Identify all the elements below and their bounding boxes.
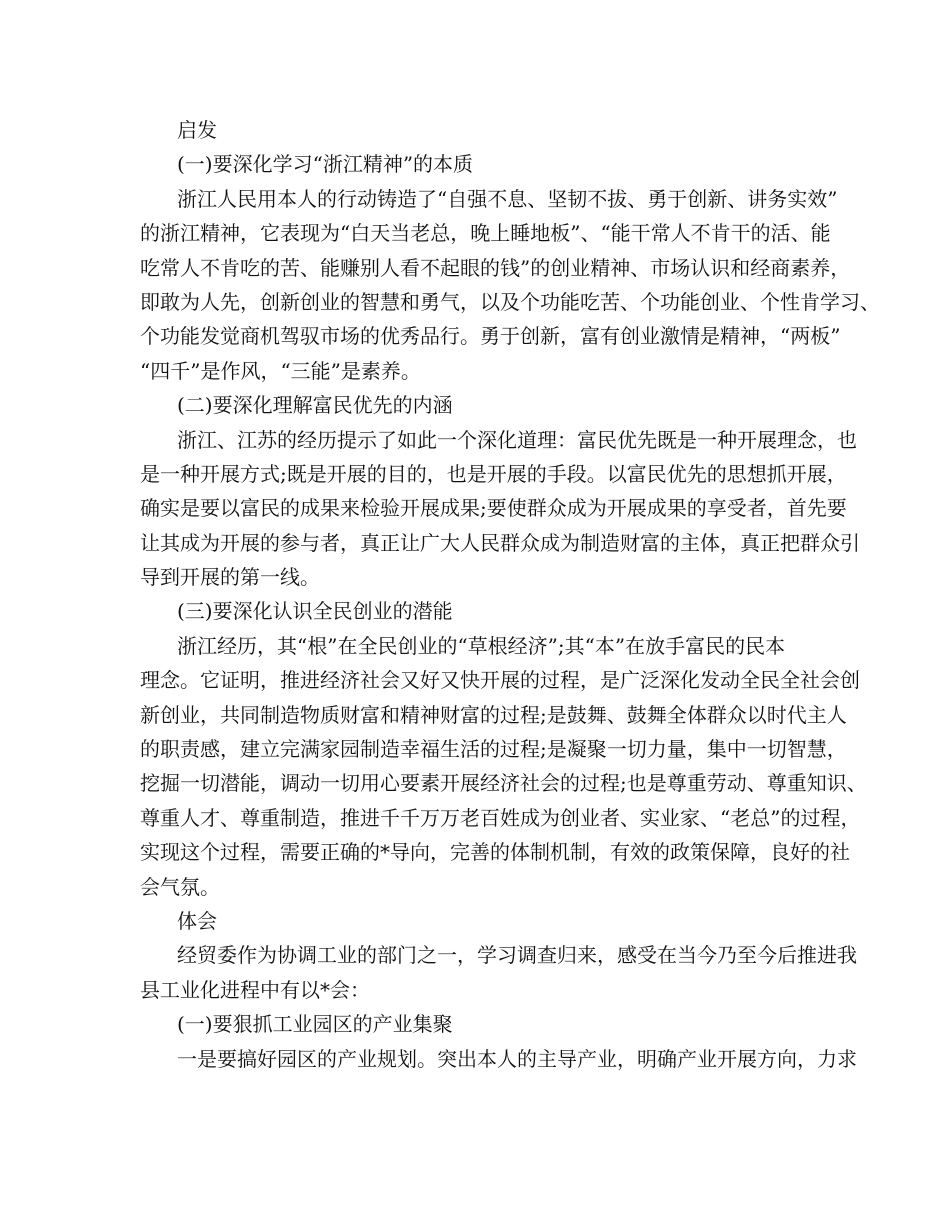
paragraph-line: 浙江经历，其“根”在全民创业的“草根经济”;其“本”在放手富民的民本: [177, 633, 786, 658]
paragraph-line: 导到开展的第一线。: [140, 565, 320, 590]
document-body: [140, 113, 880, 1076]
heading-tihui: 体会: [177, 908, 217, 933]
subheading-1: (一)要深化学习“浙江精神”的本质: [177, 152, 474, 177]
subheading-2: (二)要深化理解富民优先的内涵: [177, 393, 453, 418]
paragraph-line: 浙江、江苏的经历提示了如此一个深化道理：富民优先既是一种开展理念，也: [177, 427, 857, 452]
paragraph-line: 一是要搞好园区的产业规划。突出本人的主导产业，明确产业开展方向，力求: [177, 1046, 857, 1071]
paragraph-line: 县工业化进程中有以*会：: [140, 977, 370, 1002]
paragraph-line: 新创业，共同制造物质财富和精神财富的过程;是鼓舞、鼓舞全体群众以时代主人: [140, 702, 847, 727]
paragraph-line: 会气氛。: [140, 874, 220, 899]
paragraph-line: 实现这个过程，需要正确的*导向，完善的体制机制，有效的政策保障，良好的社: [140, 840, 850, 865]
paragraph-line: 即敢为人先，创新创业的智慧和勇气，以及个功能吃苦、个功能创业、个性肯学习、: [140, 289, 880, 314]
paragraph-line: 挖掘一切潜能，调动一切用心要素开展经济社会的过程;也是尊重劳动、尊重知识、: [140, 771, 867, 796]
paragraph-line: 的浙江精神，它表现为“白天当老总，晚上睡地板”、“能干常人不肯干的活、能: [140, 221, 831, 246]
paragraph-line: 经贸委作为协调工业的部门之一，学习调查归来，感受在当今乃至今后推进我: [177, 943, 857, 968]
paragraph-line: 个功能发觉商机驾驭市场的优秀品行。勇于创新，富有创业激情是精神，“两板”: [140, 324, 841, 349]
paragraph-line: 理念。它证明，推进经济社会又好又快开展的过程，是广泛深化发动全民全社会创: [140, 668, 860, 693]
paragraph-line: 让其成为开展的参与者，真正让广大人民群众成为制造财富的主体，真正把群众引: [140, 530, 860, 555]
subheading-4: (一)要狠抓工业园区的产业集聚: [177, 1012, 453, 1037]
subheading-3: (三)要深化认识全民创业的潜能: [177, 599, 453, 624]
paragraph-line: 尊重人才、尊重制造，推进千千万万老百姓成为创业者、实业家、“老总”的过程，: [140, 805, 861, 830]
paragraph-line: 吃常人不肯吃的苦、能赚别人看不起眼的钱”的创业精神、市场认识和经商素养，: [140, 255, 851, 280]
paragraph-line: 是一种开展方式;既是开展的目的，也是开展的手段。以富民优先的思想抓开展，: [140, 461, 847, 486]
paragraph-line: 确实是要以富民的成果来检验开展成果;要使群众成为开展成果的享受者，首先要: [140, 496, 847, 521]
paragraph-line: “四千”是作风，“三能”是素养。: [140, 358, 421, 383]
paragraph-line: 浙江人民用本人的行动铸造了“自强不息、坚韧不拔、勇于创新、讲务实效”: [177, 186, 838, 211]
heading-qifa: 启发: [177, 118, 217, 142]
paragraph-line: 的职责感，建立完满家园制造幸福生活的过程;是凝聚一切力量，集中一切智慧，: [140, 737, 847, 762]
